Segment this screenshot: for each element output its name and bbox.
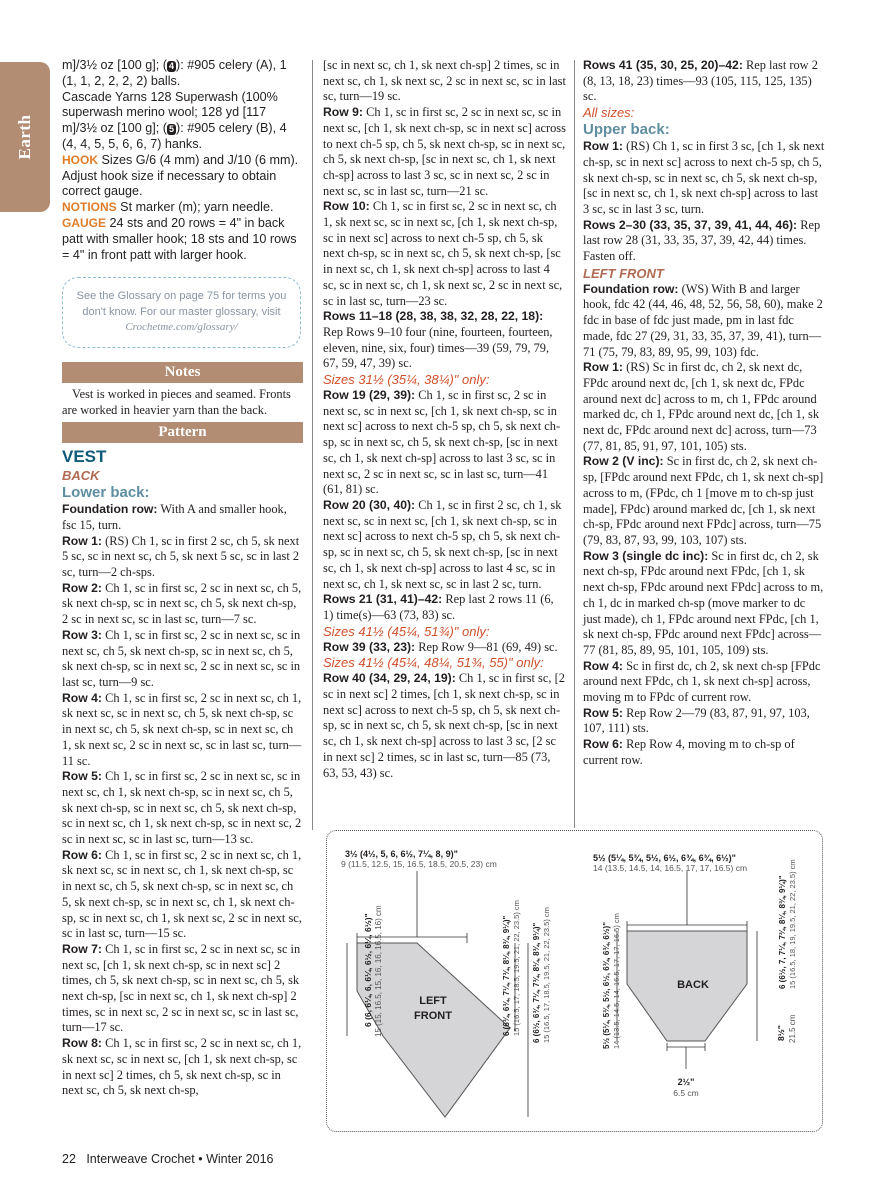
upper-back-heading: Upper back: [583,121,670,139]
back-bottom-cm: 6.5 cm [673,1088,699,1098]
back-top-inches: 5½ (5¼, 5¾, 5½, 6½, 6¾, 6¾, 6½)" [593,853,736,863]
column-2 [323,58,566,781]
lower-back-heading: Lower back: [62,484,150,502]
row-text: Row 2 (V inc): Sc in first dc, ch 2, sk next ch-sp, [FPdc around next FPdc, ch 1, sk next ch-sp] across to m, (FPdc, ch 1 [move m to ch-sp just made], FPdc) around marked dc, [ch 1, sk next ch-sp, FPdc around next FPdc] across, turn—75 (79, 83, 87, 93, 99, 103, 107) sts. [583,454,824,547]
gauge-info: GAUGE 24 sts and 20 rows = 4" in back patt with smaller hook; 18 sts and 10 rows = 4" in front patt with larger hook. [62,215,297,262]
row-text: Row 7: Ch 1, sc in first sc, 2 sc in next sc, sc in next sc, [ch 1, sk next ch-sp, sc in next sc] 2 times, ch 5, sk next ch-sp, sc in next sc, ch 5, sk next ch-sp, [sc in next sc, ch 1, sk next ch-sp] 2 times, sc in next sc, 2 sc in next sc, sc in last sc, turn—17 sc. [62,941,301,1035]
row-text: Row 3: Ch 1, sc in first sc, 2 sc in next sc, sc in next sc, ch 5, sk next ch-sp, sc in next sc, ch 5, sk next ch-sp, sc in next sc, 2 sc in next sc, sc in last sc, turn—9 sc. [62,627,301,689]
notions-info: NOTIONS St marker (m); yarn needle. [62,200,274,215]
glossary-box: See the Glossary on page 75 for terms you don't know. For our master glossary, visit Crochetme.com/glossary/ [62,277,301,348]
front-piece-label: LEFT [419,995,447,1007]
row-text: Row 1: (RS) Ch 1, sc in first 3 sc, [ch 1, sk next ch-sp, sc in next sc] across to next ch-5 sp, ch 5, sk next ch-sp, sc in next sc, ch 5, sk next ch-sp, [sc in next sc, ch 1, sk next ch-sp] across to last 3 sc, sc in last 3 sc, turn. [583,139,825,216]
row-text: [sc in next sc, ch 1, sk next ch-sp] 2 times, sc in next sc, ch 1, sk next sc, 2 sc in next sc, sc in last sc, turn—19 sc. [323,58,566,104]
vest-heading: VEST [62,447,107,467]
column-rule-2 [574,60,575,828]
back-piece-label: BACK [677,979,709,991]
footer-bullet: • [198,1152,203,1166]
back-lower-inches: 8½" [776,1025,786,1041]
schematic-diagram [326,830,823,1132]
row-text: Foundation row: (WS) With B and larger hook, fdc 42 (44, 46, 48, 52, 56, 58, 60), make 2 fdc in base of fdc just made, pm in last fdc made, fdc 27 (29, 31, 33, 35, 37, 39, 41), turn—71 (75, 79, 83, 89, 95, 99, 103) fdc. [583,281,823,359]
front-right2-cm: 15 (16.5, 17, 18.5, 19.5, 21, 22, 23.5) cm [542,907,551,1043]
front-right1-inches: 6 (6¾, 6¾, 7¼, 7¾, 8¼, 8¾, 9¼)" [502,915,511,1036]
hook-info: HOOK Sizes G/6 (4 mm) and J/10 (6 mm). Adjust hook size if necessary to obtain correct gauge. [62,152,299,199]
row-text: Row 6: Rep Row 4, moving m to ch-sp of current row. [583,737,795,767]
front-right2-inches: 6 (6½, 6¾, 7¼, 7¾, 8¼, 8¾, 9¼)" [532,922,541,1043]
row-text: Row 8: Ch 1, sc in first sc, 2 sc in next sc, ch 1, sk next sc, sc in next sc, [ch 1, sk next ch-sp, sc in next sc] 2 times, ch 5, sk next ch-sp, sc in next sc, ch 5, sk next ch-sp, [62,1036,302,1098]
row-text: Row 5: Ch 1, sc in first sc, 2 sc in next sc, sc in next sc, ch 1, sk next ch-sp, sc in next sc, ch 5, sk next ch-sp, sc in next sc, ch 5, sk next ch-sp, sc in next sc, ch 1, sk next ch-sp, sc in next sc, 2 sc in next sc, sc in last sc, turn—13 sc. [62,769,302,847]
row-text: Row 9: Ch 1, sc in first sc, 2 sc in next sc, sc in next sc, [ch 1, sk next ch-sp, sc in next sc] across to next ch-5 sp, ch 5, sk next ch-sp, sc in next sc, ch 5, sk next ch-sp, [sc in next sc, ch 1, sk next ch-sp] across to last 3 sc, sc in next sc, 2 sc in next sc, sc in last sc, turn—21 sc. [323,105,566,198]
size-heading: Sizes 31½ (35¼, 38¼)" only: [323,372,490,388]
row-text: Rows 2–30 (33, 35, 37, 39, 41, 44, 46): Rep last row 28 (31, 33, 35, 37, 39, 42, 44) times. Fasten off. [583,217,821,264]
section-tab [0,62,50,212]
all-sizes-heading: All sizes: [583,105,635,121]
page-footer [62,1152,273,1166]
back-heading: BACK [62,468,100,484]
row-text: Rows 11–18 (28, 38, 38, 32, 28, 22, 18): Rep Rows 9–10 four (nine, fourteen, fourteen, eleven, nine, six, four) times—39 (59, 79, 79, 67, 59, 47, 39) sc. [323,309,553,371]
column-rule-1 [312,60,313,830]
yarn-weight-4-icon: 4 [169,61,175,71]
row-text: Foundation row: With A and smaller hook, fsc 15, turn. [62,502,287,532]
row-text: Row 4: Ch 1, sc in first sc, 2 sc in next sc, ch 1, sk next sc, sc in next sc, ch 5, sk next ch-sp, sc in next sc, ch 5, sk next ch-sp, sc in next sc, ch 1, sk next sc, 2 sc in next sc, sc in last sc, turn—11 sc. [62,690,302,768]
front-left-cm: 15 (15, 16.5, 15, 16, 16, 16.5, 16) cm [374,905,383,1037]
row-text: Row 4: Sc in first dc, ch 2, sk next ch-sp [FPdc around next FPdc, ch 1, sk next ch-sp] across, moving m to FPdc of current row. [583,658,821,705]
schematic-svg [327,831,822,1131]
yarn-weight-5-icon: 5 [169,124,175,135]
section-tab-label: Earth [15,114,34,160]
notes-text: Vest is worked in pieces and seamed. Fronts are worked in heavier yarn than the back. [62,386,291,417]
glossary-link[interactable]: Crochetme.com/glossary/ [125,321,238,334]
back-left-cm: 14 (13.5, 14.5, 14, 16.5, 17, 17, 16.5) cm [612,913,621,1049]
row-text: Row 1: (RS) Ch 1, sc in first 2 sc, ch 5, sk next 5 sc, sc in next sc, ch 5, sk next 5 sc, sc in last 2 sc, turn—2 ch-sps. [62,533,300,580]
row-text: Rows 21 (31, 41)–42: Rep last 2 rows 11 (6, 1) time(s)—63 (73, 83) sc. [323,592,554,622]
materials-yarn-a: m]/3½ oz [100 g]; ( 4 ): #905 celery (A), 1 (1, 1, 2, 2, 2, 2) balls. [62,58,287,88]
pattern-bar: Pattern [62,422,303,443]
row-text: Row 3 (single dc inc): Sc in first dc, ch 2, sk next ch-sp, FPdc around next FPdc, [ch 1, sk next ch-sp, FPdc around next FPdc] across to m, ch 1, dc in marked ch-sp (move marker to dc just made), ch 1, FPdc around next FPdc, [ch 1, sk next ch-sp, FPdc around next FPdc] across—77 (81, 85, 89, 95, 101, 105, 109) sts. [583,548,824,657]
front-right1-cm: 15 (16.5, 17, 18.5, 19.5, 21, 22, 23.5) cm [512,900,521,1036]
size-heading: Sizes 41½ (45¼, 48¼, 51¾, 55)" only: [323,655,544,671]
notes-bar: Notes [62,362,303,383]
row-text: Row 5: Rep Row 2—79 (83, 87, 91, 97, 103, 107, 111) sts. [583,705,810,736]
back-bottom-inches: 2½" [677,1077,695,1087]
front-top-cm: 9 (11.5, 12.5, 15, 16.5, 18.5, 20.5, 23) cm [341,859,497,869]
row-text: Row 39 (33, 23): Rep Row 9—81 (69, 49) sc. [323,639,558,654]
back-right-inches: 6 (6½, 7, 7¼, 7¾, 8¼, 8¾, 9¼)" [778,875,787,989]
back-lower-cm: 21.5 cm [788,1014,797,1043]
issue-name: Winter 2016 [206,1152,274,1166]
column-1 [62,58,303,1099]
front-piece-label-2: FRONT [414,1010,452,1022]
row-text: Rows 41 (35, 30, 25, 20)–42: Rep last row 2 (8, 13, 18, 23) times—93 (105, 115, 125, 135) sc. [583,58,818,104]
back-right-cm: 15 (16.5, 18, 19, 19.5, 21, 22, 23.5) cm [788,859,797,989]
front-top-inches: 3½ (4½, 5, 6, 6½, 7¼, 8, 9)" [345,849,458,859]
row-text: Row 6: Ch 1, sc in first sc, 2 sc in next sc, ch 1, sk next sc, sc in next sc, ch 1, sk next ch-sp, sc in next sc, ch 5, sk next ch-sp, sc in next sc, ch 5, sk next ch-sp, sc in next sc, ch 1, sk next ch-sp, sc in next sc, ch 1, sk next sc, 2 sc in next sc, sc in last sc, turn—15 sc. [62,847,302,941]
size-heading: Sizes 41½ (45¼, 51¾)" only: [323,623,490,639]
row-text: Row 40 (34, 29, 24, 19): Ch 1, sc in first sc, [2 sc in next sc] 2 times, [ch 1, sk next ch-sp, sc in next sc] across to next ch-5 sp, ch 5, sk next ch-sp, sc in next sc, ch 5, sk next ch-sp, [sc in next sc, ch 1, sk next ch-sp] across to last 3 sc, [2 sc in next sc] 2 times, sc in last sc, turn—85 (73, 63, 53, 43) sc. [323,671,565,780]
left-front-heading: LEFT FRONT [583,265,664,281]
materials-yarn-b: Cascade Yarns 128 Superwash (100% superwash merino wool; 128 yd [117 m]/3½ oz [100 g]; ( 5 ): #905 celery (B), 4 (4, 4, 5, 5, 6, 6, 7) hanks. [62,89,287,151]
front-left-inches: 6 (6, 6¼, 6, 6¼, 6½, 6¼, 6½)" [363,913,373,1027]
row-text: Row 19 (29, 39): Ch 1, sc in first sc, 2 sc in next sc, sc in next sc, [ch 1, sk next ch-sp, sc in next sc] across to next ch-5 sp, ch 5, sk next ch-sp, sc in next sc, ch 5, sk next ch-sp, [sc in next sc, ch 1, sk next ch-sp] across to last 3 sc, sc in next sc, 2 sc in next sc, sc in last sc, turn—41 (61, 81) sc. [323,388,561,497]
page-number: 22 [62,1152,76,1166]
row-text: Row 1: (RS) Sc in first dc, ch 2, sk next dc, FPdc around next dc, [ch 1, sk next dc, FPdc around next dc] across to m, ch 1, FPdc around marked dc, ch 1, FPdc around next dc, [ch 1, sk next dc, FPdc around next dc] across, turn—73 (77, 81, 85, 91, 97, 101, 105) sts. [583,360,820,453]
row-text: Row 2: Ch 1, sc in first sc, 2 sc in next sc, ch 5, sk next ch-sp, sc in next sc, ch 5, sk next ch-sp, 2 sc in next sc, sc in last sc, turn—7 sc. [62,580,302,627]
magazine-name: Interweave Crochet [86,1152,195,1166]
column-3 [583,58,825,769]
row-text: Row 20 (30, 40): Ch 1, sc in first 2 sc, ch 1, sk next sc, sc in next sc, [ch 1, sk next ch-sp, sc in next sc] across to next ch-5 sp, ch 5, sk next ch-sp, sc in next sc, ch 5, sk next ch-sp, [sc in next sc, ch 1, sk next ch-sp] across to last 4 sc, sc in next sc, ch 1, sk next sc, sc in last 2 sc, turn. [323,497,562,591]
back-top-cm: 14 (13.5, 14.5, 14, 16.5, 17, 17, 16.5) cm [593,863,748,873]
back-left-inches: 5½ (5¼, 5¾, 5½, 6½, 6¾, 6¾, 6½)" [602,922,611,1049]
row-text: Row 10: Ch 1, sc in first sc, 2 sc in next sc, ch 1, sk next sc, sc in next sc, [ch 1, sk next ch-sp, sc in next sc] across to next ch-5 sp, ch 5, sk next ch-sp, sc in next sc, ch 5, sk next ch-sp, [sc in next sc, ch 1, sk next ch-sp] across to last 4 sc, sc in next sc, ch 1, sk next sc, 2 sc in next sc, sc in last sc, turn—23 sc. [323,199,563,308]
